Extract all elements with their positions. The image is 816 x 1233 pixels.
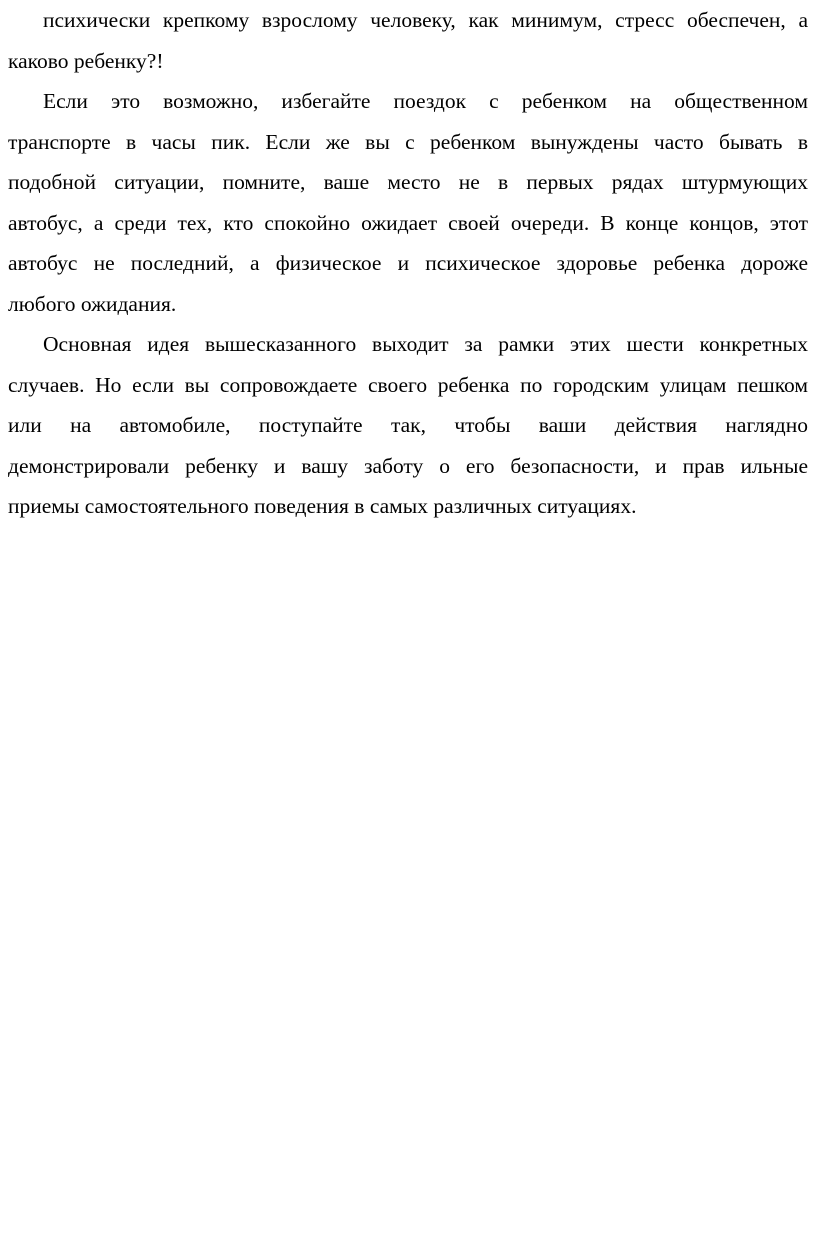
text-line: или на автомобиле, поступайте так, чтобы ваши действия наглядно <box>8 413 808 437</box>
text-line: автобус не последний, а физическое и психическое здоровье ребенка дороже <box>8 251 808 275</box>
paragraph-1 <box>8 0 808 81</box>
text-line: транспорте в часы пик. Если же вы с ребенком вынуждены часто бывать в <box>8 129 808 154</box>
text-line: любого ожидания. <box>8 291 177 316</box>
document-body <box>8 0 808 527</box>
text-line: случаев. Но если вы сопровождаете своего ребенка по городским улицам пешком <box>8 372 808 397</box>
text-line: Основная идея вышесказанного выходит за рамки этих шести конкретных <box>43 332 808 356</box>
text-line: подобной ситуации, помните, ваше место не в первых рядах штурмующих <box>8 170 808 194</box>
text-line: приемы самостоятельного поведения в самых различных ситуациях. <box>8 494 637 518</box>
text-line: каково ребенку?! <box>8 48 164 73</box>
paragraph-2 <box>8 81 808 324</box>
paragraph-3 <box>8 324 808 527</box>
text-line: демонстрировали ребенку и вашу заботу о его безопасности, и прав ильные <box>8 453 808 478</box>
text-line: Если это возможно, избегайте поездок с ребенком на общественном <box>43 89 808 113</box>
text-line: автобус, а среди тех, кто спокойно ожидает своей очереди. В конце концов, этот <box>8 210 808 235</box>
text-line: психически крепкому взрослому человеку, как минимум, стресс обеспечен, а <box>43 8 808 32</box>
